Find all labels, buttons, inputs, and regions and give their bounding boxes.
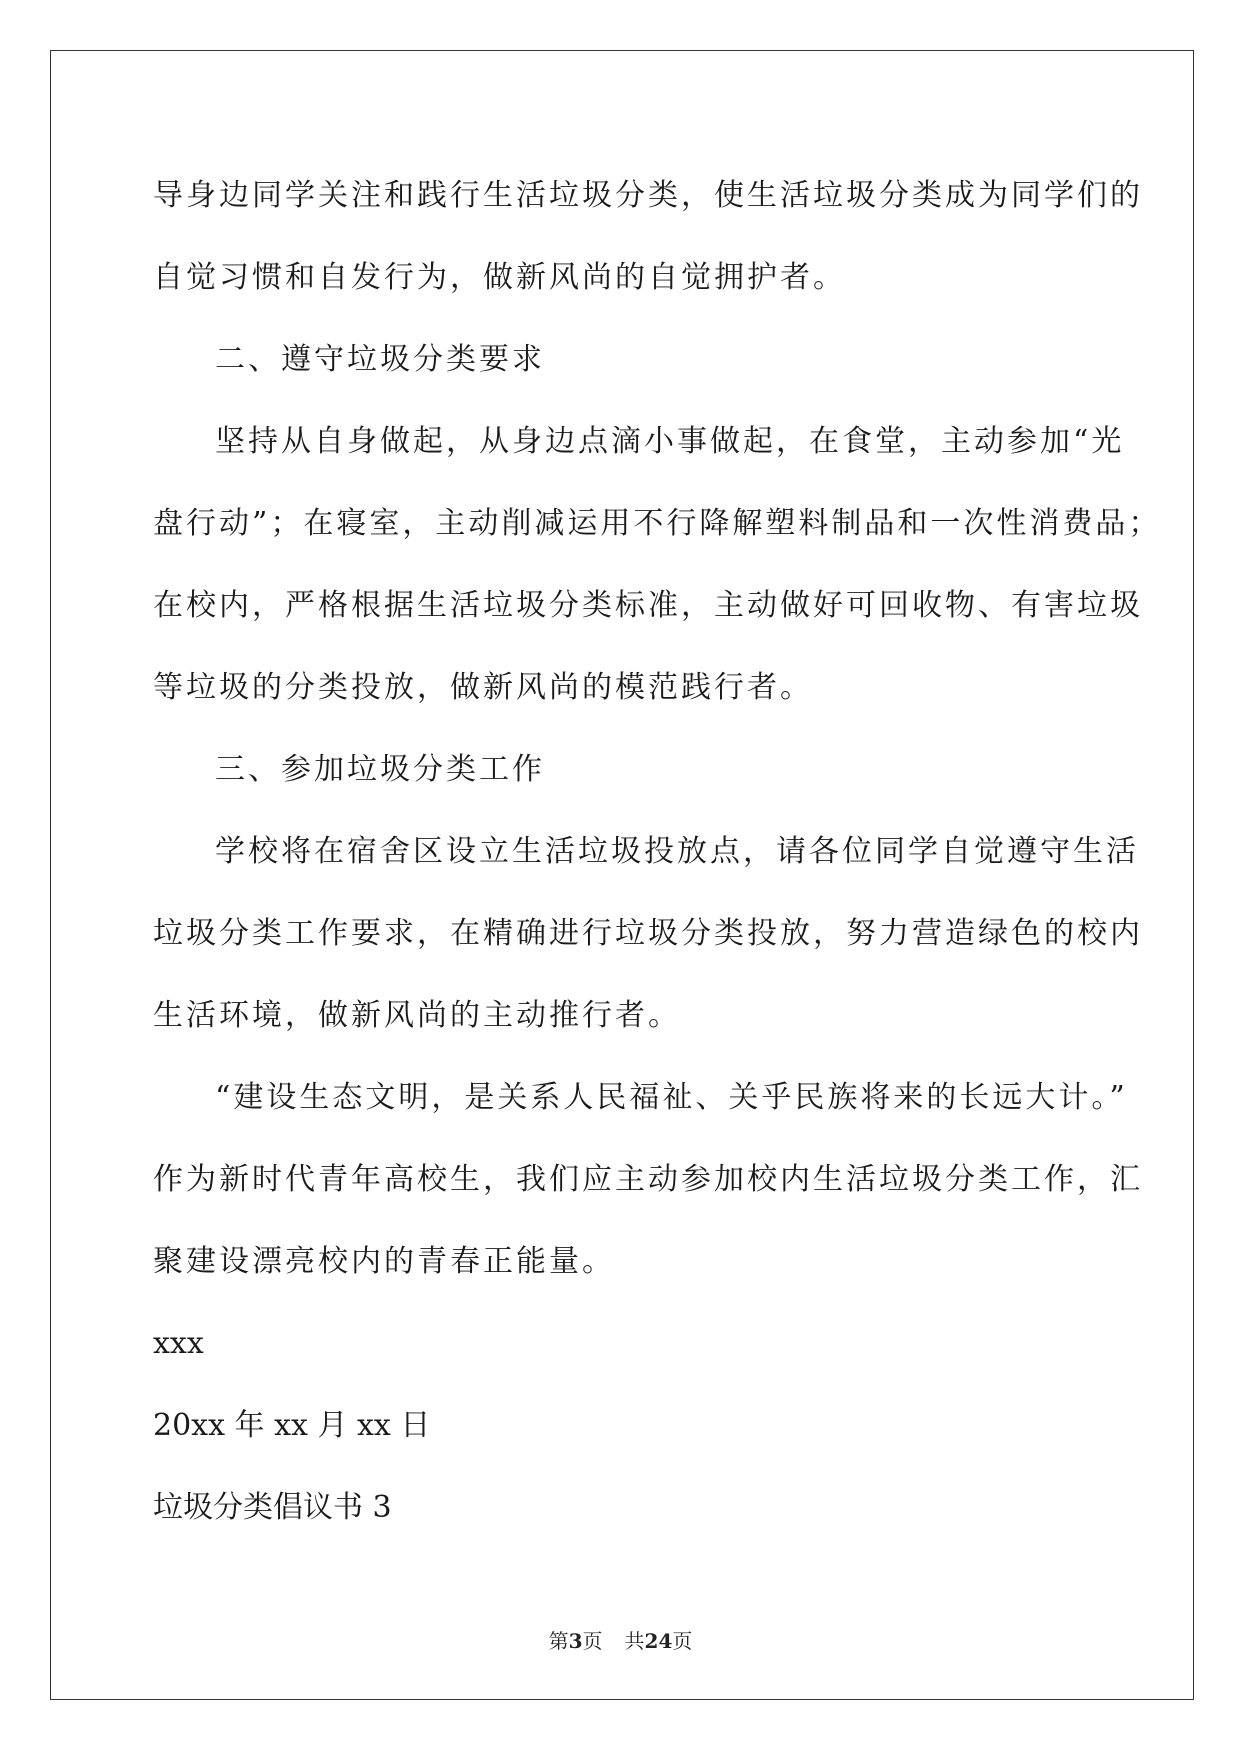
text-line: 导身边同学关注和践行生活垃圾分类，使生活垃圾分类成为同学们的 — [153, 178, 1143, 213]
total-prefix: 共 — [624, 1629, 645, 1653]
text-line: 学校将在宿舍区设立生活垃圾投放点，请各位同学自觉遵守生活 — [215, 834, 1139, 869]
text-line: 生活环境，做新风尚的主动推行者。 — [153, 998, 681, 1033]
page-number: 3 — [568, 1629, 583, 1653]
section-heading: 三、参加垃圾分类工作 — [215, 752, 545, 787]
document-body — [153, 155, 1162, 1549]
text-line: “建设生态文明，是关系人民福祉、关乎民族将来的长远大计。” — [215, 1080, 1128, 1115]
text-line: 自觉习惯和自发行为，做新风尚的自觉拥护者。 — [153, 260, 846, 295]
text-line: 作为新时代青年高校生，我们应主动参加校内生活垃圾分类工作，汇 — [153, 1162, 1143, 1197]
page-prefix: 第 — [548, 1629, 569, 1653]
text-line: 坚持从自身做起，从身边点滴小事做起，在食堂，主动参加“光 — [215, 424, 1125, 459]
text-line: 等垃圾的分类投放，做新风尚的模范践行者。 — [153, 670, 813, 705]
date: 20xx 年 xx 月 xx 日 — [153, 1408, 431, 1443]
text-line: 盘行动”；在寝室，主动削减运用不行降解塑料制品和一次性消费品； — [153, 506, 1162, 541]
signature: xxx — [153, 1326, 204, 1361]
text-line: 聚建设漂亮校内的青春正能量。 — [153, 1244, 615, 1279]
text-line: 在校内，严格根据生活垃圾分类标准，主动做好可回收物、有害垃圾 — [153, 588, 1143, 623]
text-line: 垃圾分类工作要求，在精确进行垃圾分类投放，努力营造绿色的校内 — [153, 916, 1143, 951]
total-suffix: 页 — [672, 1629, 693, 1653]
total-pages: 24 — [644, 1629, 673, 1653]
page-footer — [0, 1625, 1241, 1654]
next-document-title: 垃圾分类倡议书 3 — [153, 1490, 392, 1525]
section-heading: 二、遵守垃圾分类要求 — [215, 342, 545, 377]
page-suffix: 页 — [582, 1629, 603, 1653]
